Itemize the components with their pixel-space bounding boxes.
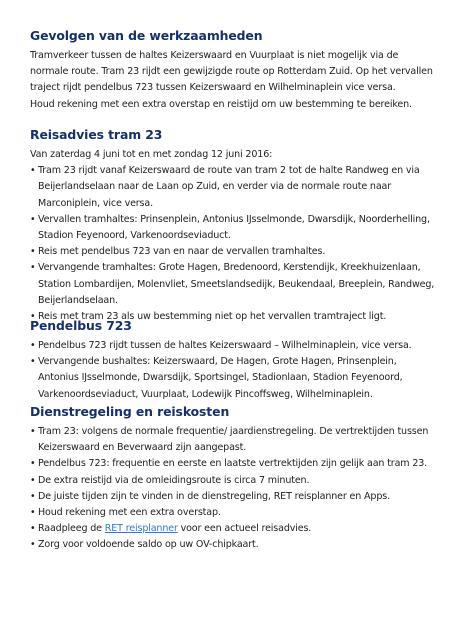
consult-text-pre: Raadpleeg de [38,523,105,535]
list-item: • De juiste tijden zijn te vinden in de dienstregeling, RET reisplanner en Apps. [30,489,435,505]
schedule-list [30,424,435,554]
list-item: • Houd rekening met een extra overstap. [30,505,435,521]
list-item: • Vervangende tramhaltes: Grote Hagen, Bredenoord, Kerstendijk, Kreekhuizenlaan, Station Lombardijen, Molenvliet, Smeetslandsedijk, Beukendaal, Breeplein, Randweg, Beijerlandselaan. [30,260,435,309]
list-item: • Tram 23: volgens de normale frequentie/ jaardienstregeling. De vertrektijden tussen Keizerswaard en Beverwaard zijn aangepast. [30,424,435,456]
advice-list [30,163,435,325]
advice-intro: Van zaterdag 4 juni tot en met zondag 12 juni 2016: [30,149,273,160]
list-item: • Pendelbus 723: frequentie en eerste en laatste vertrektijden zijn gelijk aan tram 23. [30,456,435,472]
section-title-schedule: Dienstregeling en reiskosten [30,404,230,419]
section-bus [30,318,435,403]
bus-list [30,338,435,403]
list-item-consult [30,521,435,537]
list-item: • Vervangende bushaltes: Keizerswaard, De Hagen, Grote Hagen, Prinsenplein, Antonius IJsselmonde, Dwarsdijk, Sportsingel, Stadionlaan, Stadion Feyenoord, Varkenoordseviaduct, Vuurplaat, Lodewijk Pincoffsweg, Wilhelminaplein. [30,354,435,403]
list-item: • Reis met pendelbus 723 van en naar de vervallen tramhaltes. [30,244,435,260]
works-paragraph-2: Houd rekening met een extra overstap en reistijd om uw bestemming te bereiken. [30,98,412,110]
section-title-advice: Reisadvies tram 23 [30,127,163,142]
list-item: • Tram 23 rijdt vanaf Keizerswaard de route van tram 2 tot de halte Randweg en via Beijerlandselaan naar de Laan op Zuid, en verder via de normale route naar Marconiplein, vice versa. [30,163,435,212]
section-schedule [30,404,435,554]
consult-text-post: voor een actueel reisadvies. [177,523,312,535]
ret-reisplanner-link[interactable]: RET reisplanner [104,523,178,535]
list-item: • Vervallen tramhaltes: Prinsenplein, Antonius IJsselmonde, Dwarsdijk, Noorderhelling, Stadion Feyenoord, Varkenoordseviaduct. [30,212,435,244]
section-title-works: Gevolgen van de werkzaamheden [30,28,263,43]
list-item: • Zorg voor voldoende saldo op uw OV-chipkaart. [30,537,435,553]
list-item: • Pendelbus 723 rijdt tussen de haltes Keizerswaard – Wilhelminaplein, vice versa. [30,338,435,354]
section-advice [30,127,435,325]
works-paragraph-1: Tramverkeer tussen de haltes Keizerswaard en Vuurplaat is niet mogelijk via de normale route. Tram 23 rijdt een gewijzigde route op Rotterdam Zuid. Op het vervallen traject rijdt pendelbus 723 tussen Keizerswaard en Wilhelminaplein vice versa. [30,50,433,94]
list-item: • Reis met tram 23 als uw bestemming niet op het vervallen tramtraject ligt. [30,309,435,325]
list-item: • De extra reistijd via de omleidingsroute is circa 7 minuten. [30,473,435,489]
section-works [30,28,435,113]
section-title-bus: Pendelbus 723 [30,318,132,333]
